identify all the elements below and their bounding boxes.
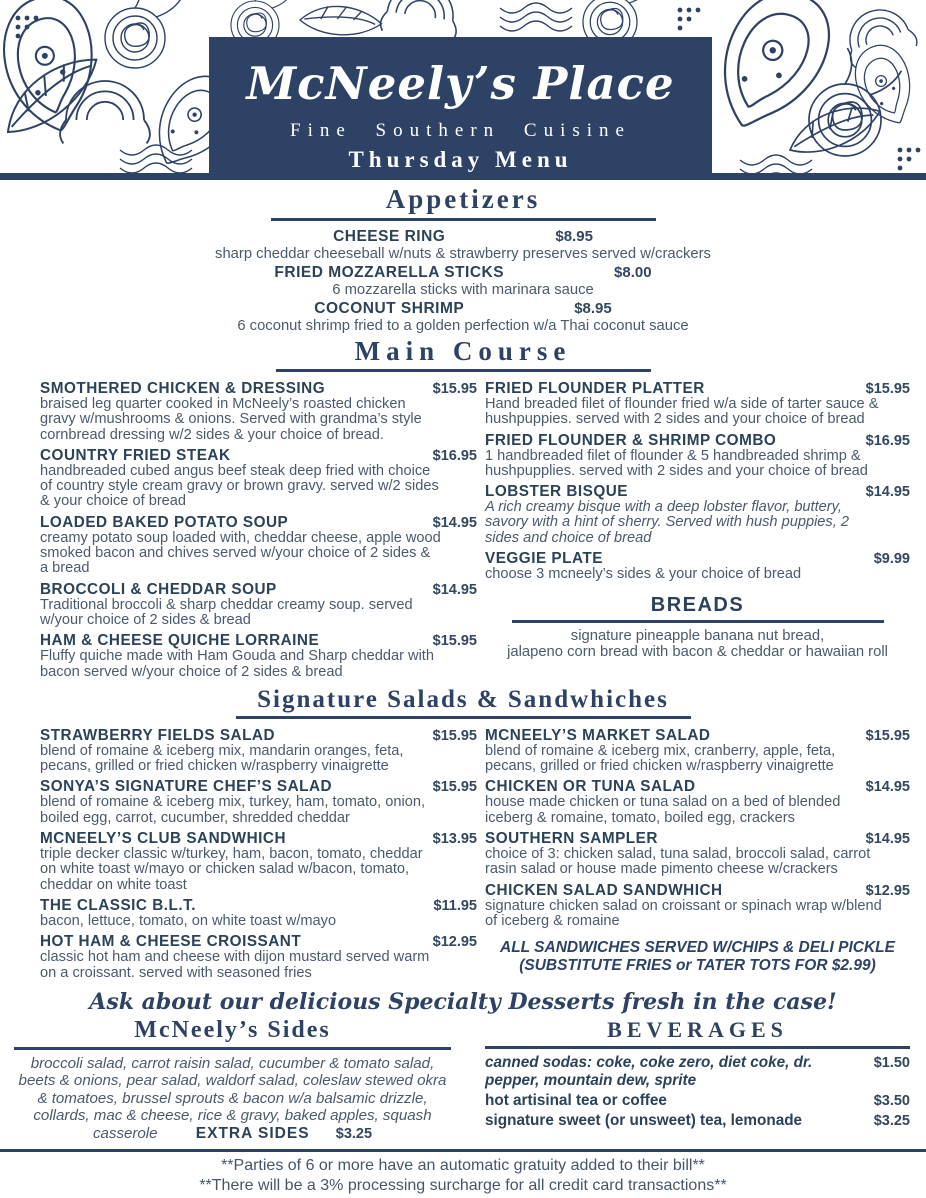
- menu-item: [40, 581, 477, 629]
- menu-item-description: Hand breaded filet of flounder fried w/a side of tarter sauce & hushpuppies. served with 2 sides and your choice of bread: [485, 396, 879, 428]
- beverage-item: [485, 1054, 910, 1090]
- menu-item-header: [485, 830, 910, 847]
- beverage-price: $3.50: [873, 1092, 910, 1109]
- menu-item-description: handbreaded cubed angus beef steak deep fried with choice of country style cream gravy or brown gravy. served w/2 sides & your choice of bread: [40, 462, 439, 510]
- menu-item-name: FRIED FLOUNDER & SHRIMP COMBO: [485, 431, 777, 449]
- menu-item-name: VEGGIE PLATE: [485, 550, 603, 568]
- title-box: [209, 37, 712, 180]
- menu-item-header: [40, 447, 477, 464]
- menu-item-price: $15.95: [432, 633, 477, 650]
- menu-item-price: $14.95: [432, 581, 477, 598]
- menu-item-header: [40, 380, 477, 397]
- menu-item-price: $13.95: [432, 831, 477, 848]
- menu-item-description: blend of romaine & iceberg mix, cranberry, apple, feta, pecans, grilled or fried chicken w/raspberry vinaigrette: [485, 742, 836, 775]
- sides-description-text: broccoli salad, carrot raisin salad, cucumber & tomato salad, beets & onions, pear salad, waldorf salad, coleslaw stewed okra & tomatoes, brussel sprouts & bacon w/a balsamic drizzle, collards, mac & cheese, rice & gravy, baked apples, squash casserole: [18, 1054, 447, 1142]
- menu-item-description: house made chicken or tuna salad on a bed of blended iceberg & romaine, tomato, boiled egg, crackers: [485, 794, 841, 826]
- menu-item-header: [40, 778, 477, 795]
- menu-item-name: FRIED FLOUNDER PLATTER: [485, 380, 705, 397]
- restaurant-name: McNeely’s Place: [246, 57, 675, 110]
- menu-item-description: Fluffy quiche made with Ham Gouda and Sharp cheddar with bacon served w/your choice of 2 sides & bread: [40, 648, 434, 680]
- menu-item-name: HOT HAM & CHEESE CROISSANT: [40, 933, 302, 951]
- menu-item-name: SONYA’S SIGNATURE CHEF’S SALAD: [40, 778, 333, 796]
- appetizer-item-header: [0, 300, 926, 318]
- menu-item-description: classic hot ham and cheese with dijon mustard served warm on a croissant. served with seasoned fries: [40, 949, 430, 981]
- menu-item-name: LOBSTER BISQUE: [485, 483, 628, 501]
- menu-item-price: $8.95: [555, 228, 593, 245]
- menu-item: [40, 778, 477, 826]
- salads-columns: [0, 727, 926, 985]
- menu-item-name: FRIED MOZZARELLA STICKS: [274, 264, 505, 281]
- menu-item-header: [40, 514, 477, 531]
- menu-item-header: [485, 778, 910, 795]
- menu-item-description: blend of romaine & iceberg mix, mandarin oranges, feta, pecans, grilled or fried chicken w/raspberry vinaigrette: [40, 742, 404, 775]
- menu-item-header: [40, 581, 477, 598]
- menu-item: [40, 514, 477, 577]
- sides-underline: [14, 1047, 451, 1050]
- breads-line-2: jalapeno corn bread with bacon & cheddar or hawaiian roll: [507, 644, 888, 661]
- menu-item-header: [485, 550, 910, 567]
- appetizers-title: Appetizers: [385, 184, 541, 214]
- sandwich-note: [485, 939, 910, 975]
- tagline: Fine Southern Cuisine: [290, 120, 631, 141]
- footer-note-surcharge: **There will be a 3% processing surcharge for all credit card transactions**: [199, 1177, 727, 1195]
- footer-divider: [0, 1149, 926, 1152]
- extra-sides-label: EXTRA SIDES: [195, 1124, 310, 1142]
- menu-item-description: 6 coconut shrimp fried to a golden perfection w/a Thai coconut sauce: [237, 318, 689, 334]
- menu-item-price: $11.95: [433, 897, 477, 914]
- menu-item-price: $9.99: [873, 551, 910, 568]
- beverages-underline: [485, 1046, 910, 1049]
- menu-item-name: COUNTRY FRIED STEAK: [40, 446, 231, 464]
- breads-title: BREADS: [650, 594, 745, 617]
- main-course-left-column: [40, 380, 477, 684]
- menu-item-header: [485, 380, 910, 397]
- menu-item-price: $14.95: [865, 831, 910, 848]
- salads-underline: [236, 716, 691, 719]
- menu-item: [485, 550, 910, 582]
- menu-item-description: blend of romaine & iceberg mix, turkey, ham, tomato, onion, boiled egg, carrot, cucumber, shredded cheddar: [40, 794, 426, 826]
- appetizer-item-header: [0, 264, 926, 282]
- menu-item-description: choose 3 mcneely’s sides & your choice of bread: [485, 566, 802, 583]
- menu-item-description: 1 handbreaded filet of flounder & 5 handbreaded shrimp & hushpupplies. served with 2 sides and your choice of bread: [485, 447, 868, 479]
- menu-item-name: HAM & CHEESE QUICHE LORRAINE: [40, 632, 320, 650]
- dessert-banner: Ask about our delicious Specialty Desserts fresh in the case!: [89, 988, 837, 1015]
- menu-item-description: A rich creamy bisque with a deep lobster flavor, buttery, savory with a hint of sherry. Served with hush puppies, 2 sides and choice of bread: [485, 499, 849, 546]
- beverage-name: hot artisinal tea or coffee: [485, 1091, 667, 1109]
- menu-item: [40, 632, 477, 680]
- appetizers-underline: [271, 218, 656, 221]
- menu-item: [485, 830, 910, 878]
- sides-section: [14, 1017, 451, 1144]
- menu-item-description: Traditional broccoli & sharp cheddar creamy soup. served w/your choice of 2 sides & bread: [40, 596, 413, 628]
- menu-item-price: $15.95: [432, 727, 477, 744]
- menu-item-price: $15.95: [865, 381, 910, 397]
- sandwich-note-line-2: (SUBSTITUTE FRIES or TATER TOTS FOR $2.99): [519, 957, 876, 975]
- menu-item-name: MCNEELY’S MARKET SALAD: [485, 726, 711, 744]
- footer-notes: [0, 1156, 926, 1196]
- salads-right-list: [485, 727, 910, 929]
- menu-item-price: $12.95: [432, 934, 477, 951]
- main-course-title: Main Course: [354, 336, 572, 366]
- salads-left-column: [40, 727, 477, 985]
- menu-item-price: $14.95: [865, 484, 910, 501]
- menu-item-header: [485, 727, 910, 744]
- menu-item-price: $12.95: [865, 882, 910, 899]
- menu-item-description: choice of 3: chicken salad, tuna salad, broccoli salad, carrot rasin salad or house made pimento cheese w/crackers: [485, 846, 871, 878]
- sandwich-note-line-1: ALL SANDWICHES SERVED W/CHIPS & DELI PICKLE: [500, 939, 895, 957]
- menu-item-price: $8.95: [574, 300, 612, 317]
- header-band: [0, 0, 926, 180]
- beverages-list: [485, 1054, 910, 1130]
- sides-title: McNeely’s Sides: [134, 1016, 331, 1043]
- menu-item-name: THE CLASSIC B.L.T.: [40, 896, 197, 914]
- appetizers-list: [0, 228, 926, 334]
- menu-item-header: [485, 882, 910, 899]
- footer-note-gratuity: **Parties of 6 or more have an automatic gratuity added to their bill**: [221, 1157, 705, 1175]
- appetizer-item: [0, 300, 926, 334]
- menu-item-price: $8.00: [614, 264, 652, 281]
- menu-item-header: [40, 897, 477, 914]
- main-course-underline: [276, 369, 651, 372]
- main-course-right-list: [485, 380, 910, 582]
- menu-item-name: COCONUT SHRIMP: [314, 300, 465, 317]
- menu-item: [40, 447, 477, 510]
- menu-item-description: braised leg quarter cooked in McNeely’s roasted chicken gravy w/mushrooms & onions. Served with grandma’s style cornbread dressing w/2 sides & your choice of bread.: [40, 396, 422, 443]
- extra-sides-price: $3.25: [335, 1125, 373, 1142]
- beverage-item: [485, 1092, 910, 1110]
- menu-item-description: signature chicken salad on croissant or spinach wrap w/blend of iceberg & romaine: [485, 897, 882, 929]
- beverage-price: $1.50: [873, 1054, 910, 1071]
- menu-item-name: CHICKEN SALAD SANDWHICH: [485, 881, 723, 899]
- menu-item-header: [40, 632, 477, 649]
- menu-item-header: [40, 727, 477, 744]
- menu-item-description: creamy potato soup loaded with, cheddar cheese, apple wood smoked bacon and chives served w/your choice of 2 sides & a bread: [40, 529, 441, 577]
- breads-section: [485, 594, 910, 660]
- menu-item-price: $14.95: [865, 779, 910, 796]
- menu-item-description: 6 mozzarella sticks with marinara sauce: [332, 282, 594, 298]
- menu-item-header: [40, 933, 477, 950]
- menu-item-name: SMOTHERED CHICKEN & DRESSING: [40, 380, 326, 397]
- appetizer-item-header: [0, 228, 926, 246]
- menu-item: [485, 882, 910, 930]
- menu-item-price: $16.95: [432, 447, 477, 464]
- appetizer-item: [0, 264, 926, 298]
- menu-item-header: [40, 830, 477, 847]
- menu-item: [40, 727, 477, 775]
- menu-item-header: [485, 432, 910, 449]
- main-course-right-column: [485, 380, 910, 684]
- menu-item-name: CHICKEN OR TUNA SALAD: [485, 778, 696, 796]
- beverage-price: $3.25: [873, 1112, 910, 1129]
- appetizer-item: [0, 228, 926, 262]
- menu-item: [485, 483, 910, 546]
- menu-item-name: LOADED BAKED POTATO SOUP: [40, 513, 289, 531]
- breads-underline: [512, 620, 884, 623]
- menu-item-price: $16.95: [865, 432, 910, 449]
- bottom-columns: [0, 1017, 926, 1144]
- menu-day: Thursday Menu: [348, 147, 573, 172]
- menu-item: [40, 830, 477, 893]
- menu-item: [40, 897, 477, 929]
- menu-item-description: bacon, lettuce, tomato, on white toast w/mayo: [40, 912, 337, 929]
- menu-item-price: $15.95: [432, 779, 477, 796]
- menu-item-header: [485, 483, 910, 500]
- menu-item: [485, 778, 910, 826]
- beverages-title: BEVERAGES: [607, 1016, 788, 1042]
- menu-item: [40, 380, 477, 443]
- menu-item-price: $15.95: [865, 727, 910, 744]
- menu-item-price: $14.95: [432, 514, 477, 531]
- breads-line-1: signature pineapple banana nut bread,: [570, 628, 825, 645]
- menu-item-name: STRAWBERRY FIELDS SALAD: [40, 726, 276, 744]
- beverage-name: signature sweet (or unsweet) tea, lemonade: [485, 1111, 803, 1129]
- salads-title: Signature Salads & Sandwhiches: [257, 685, 669, 713]
- menu-item: [485, 432, 910, 480]
- main-course-columns: [0, 380, 926, 684]
- menu-item: [485, 380, 910, 428]
- beverage-item: [485, 1112, 910, 1130]
- salads-right-column: [485, 727, 910, 985]
- menu-item-name: MCNEELY’S CLUB SANDWHICH: [40, 830, 286, 848]
- beverage-name: canned sodas: coke, coke zero, diet coke, dr. pepper, mountain dew, sprite: [485, 1053, 813, 1089]
- beverages-section: [485, 1017, 910, 1144]
- menu-item-name: CHEESE RING: [333, 228, 446, 245]
- menu-item: [485, 727, 910, 775]
- menu-item-name: SOUTHERN SAMPLER: [485, 830, 658, 848]
- menu-item-description: triple decker classic w/turkey, ham, bacon, tomato, cheddar on white toast w/mayo or chicken salad w/bacon, tomato, cheddar on white toast: [40, 846, 423, 893]
- menu-item: [40, 933, 477, 981]
- menu-item-description: sharp cheddar cheeseball w/nuts & strawberry preserves served w/crackers: [215, 246, 711, 262]
- menu-item-price: $15.95: [432, 381, 477, 397]
- sides-description: [14, 1055, 451, 1144]
- menu-item-name: BROCCOLI & CHEDDAR SOUP: [40, 580, 277, 598]
